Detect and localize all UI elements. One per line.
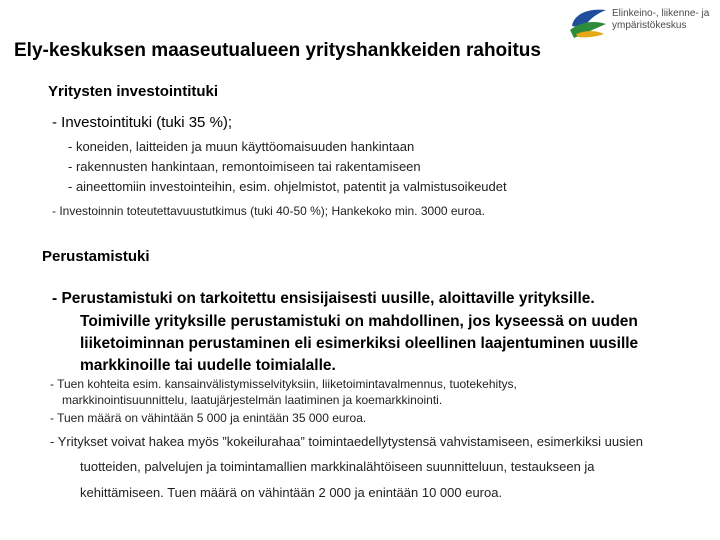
startup-bold-line: liiketoiminnan perustaminen eli esimerkiksi oleellinen laajentuminen uusille: [80, 335, 639, 352]
investment-item: - rakennusten hankintaan, remontoimiseen tai rakentamiseen: [68, 159, 421, 174]
startup-bold-line: Toimiville yrityksille perustamistuki on mahdollinen, jos kyseessä on uuden: [80, 313, 638, 330]
investment-item: - koneiden, laitteiden ja muun käyttöomaisuuden hankintaan: [68, 139, 415, 154]
feasibility-line: - Investoinnin toteutettavuustutkimus (tuki 40-50 %); Hankekoko min. 3000 euroa.: [52, 204, 485, 218]
investment-item: - aineettomiin investointeihin, esim. ohjelmistot, patentit ja valmistusoikeudet: [68, 179, 507, 194]
trial-line: kehittämiseen. Tuen määrä on vähintään 2 000 ja enintään 10 000 euroa.: [80, 485, 503, 500]
logo-text-line1: Elinkeino-, liikenne- ja: [612, 8, 710, 19]
targets-line: markkinointisuunnittelu, laatujärjestelmän laatiminen ja koemarkkinointi.: [62, 393, 443, 407]
trial-line: - Yritykset voivat hakea myös ”kokeilurahaa” toimintaedellytystensä vahvistamiseen, esimerkiksi uusien: [50, 434, 643, 449]
investment-heading: Yritysten investointituki: [48, 83, 219, 100]
amount-line: - Tuen määrä on vähintään 5 000 ja enintään 35 000 euroa.: [50, 411, 367, 425]
investment-subheading: - Investointituki (tuki 35 %);: [52, 114, 233, 131]
startup-bold-line: - Perustamistuki on tarkoitettu ensisijaisesti uusille, aloittaville yrityksille.: [52, 290, 595, 307]
startup-heading: Perustamistuki: [42, 248, 150, 265]
startup-bold-line: markkinoille tai uudelle toimialalle.: [80, 357, 336, 374]
logo-text: [612, 8, 709, 32]
targets-line: - Tuen kohteita esim. kansainvälistymisselvityksiin, liiketoimintavalmennus, tuotekehitys,: [50, 377, 517, 391]
trial-line: tuotteiden, palvelujen ja toimintamallien markkinalähtöiseen suunnitteluun, testaukseen ja: [80, 459, 595, 474]
logo-text-line2: ympäristökeskus: [612, 20, 687, 31]
page-title: Ely-keskuksen maaseutualueen yrityshankkeiden rahoitus: [14, 40, 541, 61]
